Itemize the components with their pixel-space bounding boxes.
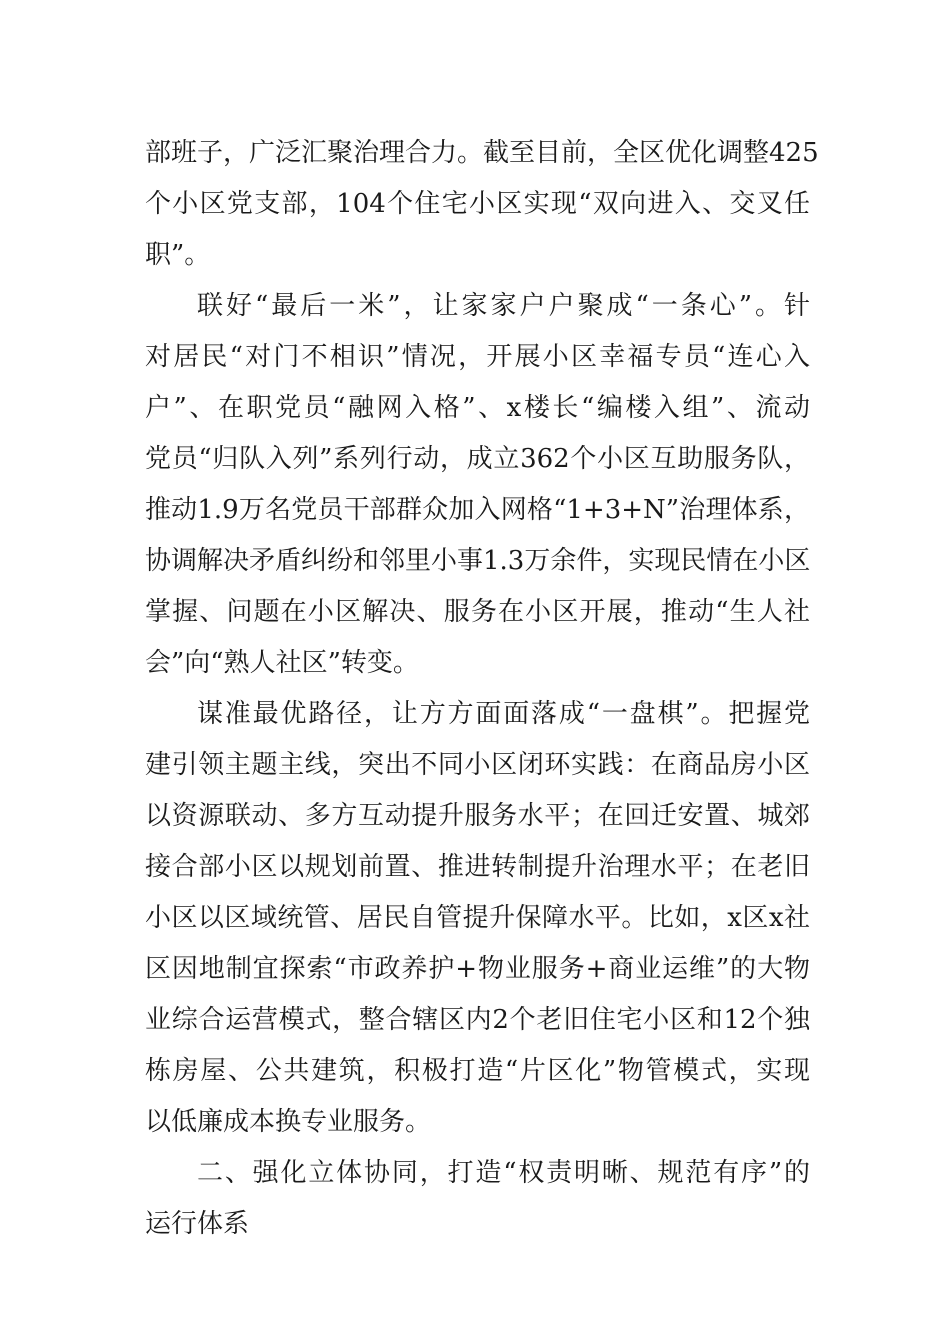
text-line: 掌握、问题在小区解决、服务在小区开展，推动“生人社 — [145, 597, 810, 627]
text-line: 部班子，广泛汇聚治理合力。截至目前，全区优化调整425 — [145, 138, 819, 168]
text-line: 推动1.9万名党员干部群众加入网格“1+3+N”治理体系， — [145, 495, 810, 525]
text-line: 业综合运营模式，整合辖区内2个老旧住宅小区和12个独 — [145, 1005, 810, 1035]
paragraph-start-line: 谋准最优路径，让方方面面落成“一盘棋”。把握党 — [197, 699, 810, 729]
text-line: 户”、在职党员“融网入格”、x楼长“编楼入组”、流动 — [145, 393, 810, 423]
text-line: 接合部小区以规划前置、推进转制提升治理水平；在老旧 — [145, 852, 810, 882]
text-line: 小区以区域统管、居民自管提升保障水平。比如，x区x社 — [145, 903, 810, 933]
text-line: 对居民“对门不相识”情况，开展小区幸福专员“连心入 — [145, 342, 810, 372]
text-line: 以低廉成本换专业服务。 — [145, 1107, 432, 1137]
text-line: 职”。 — [145, 240, 211, 270]
text-line: 建引领主题主线，突出不同小区闭环实践：在商品房小区 — [145, 750, 810, 780]
text-line: 区因地制宜探索“市政养护+物业服务+商业运维”的大物 — [145, 954, 810, 984]
text-line: 以资源联动、多方互动提升服务水平；在回迁安置、城郊 — [145, 801, 810, 831]
text-line: 协调解决矛盾纠纷和邻里小事1.3万余件，实现民情在小区 — [145, 546, 811, 576]
paragraph-start-line: 联好“最后一米”，让家家户户聚成“一条心”。针 — [197, 291, 810, 321]
document-body — [145, 128, 819, 1250]
text-line: 党员“归队入列”系列行动，成立362个小区互助服务队， — [145, 444, 810, 474]
section-heading-line: 运行体系 — [145, 1209, 250, 1239]
section-heading-line: 二、强化立体协同，打造“权责明晰、规范有序”的 — [197, 1158, 810, 1188]
text-line: 会”向“熟人社区”转变。 — [145, 648, 419, 678]
text-line: 栋房屋、公共建筑，积极打造“片区化”物管模式，实现 — [145, 1056, 810, 1086]
text-line: 个小区党支部，104个住宅小区实现“双向进入、交叉任 — [145, 189, 810, 219]
